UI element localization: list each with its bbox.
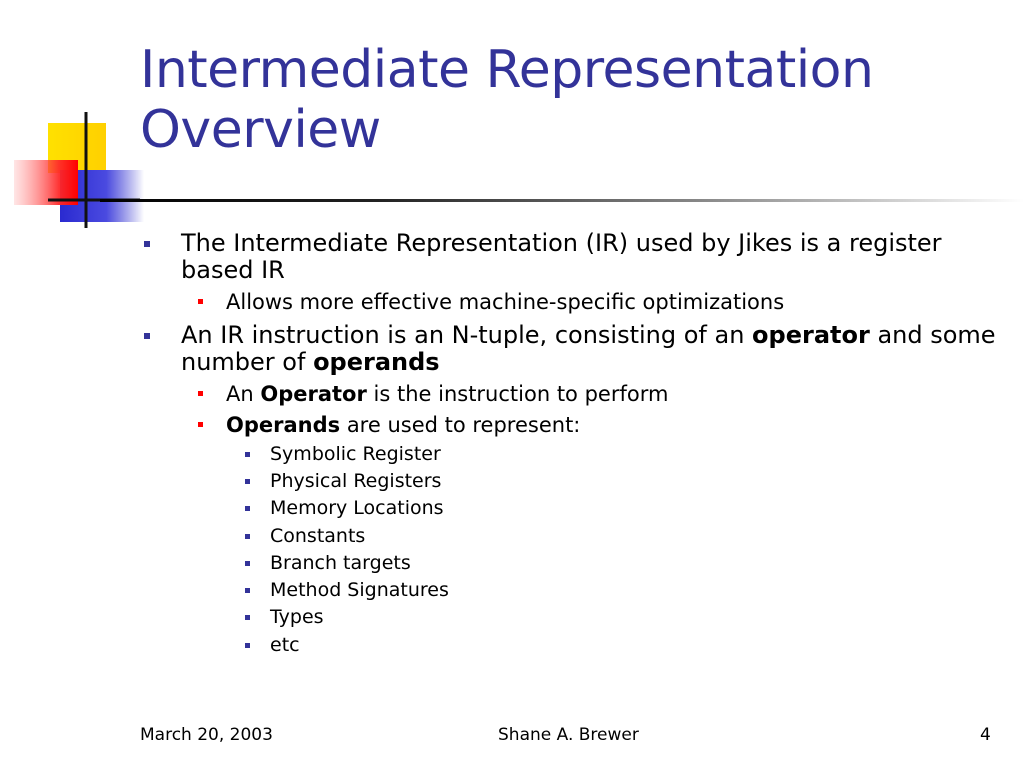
list-item xyxy=(270,524,970,548)
bold-term-operands: Operands xyxy=(226,413,341,437)
bullet-marker xyxy=(245,561,250,566)
footer-page-number: 4 xyxy=(980,725,991,745)
red-square xyxy=(14,160,78,205)
bullet-marker xyxy=(198,422,203,427)
list-item-text: etc xyxy=(270,634,300,656)
list-item xyxy=(270,442,970,466)
bullet-ir-overview xyxy=(181,230,1001,284)
sub-bullet-operands xyxy=(226,412,986,438)
bold-term-operator: Operator xyxy=(260,382,367,406)
list-item xyxy=(270,551,970,575)
bullet-text-part: An xyxy=(226,382,261,406)
list-item xyxy=(270,469,970,493)
list-item xyxy=(270,496,970,520)
sub-bullet-optimizations xyxy=(226,289,986,315)
title-divider xyxy=(100,199,1024,202)
decorative-squares-graphic xyxy=(0,0,150,240)
bullet-marker xyxy=(198,299,203,304)
bullet-marker xyxy=(245,534,250,539)
bullet-ir-instruction xyxy=(181,322,1001,376)
list-item-text: Method Signatures xyxy=(270,579,449,601)
bold-term-operands: operands xyxy=(313,348,440,376)
bold-term-operator: operator xyxy=(752,321,870,349)
sub-bullet-operator xyxy=(226,381,986,407)
footer-date: March 20, 2003 xyxy=(140,725,273,745)
bullet-marker xyxy=(245,452,250,457)
bullet-marker xyxy=(245,588,250,593)
bullet-text-part: are used to represent: xyxy=(340,413,581,437)
list-item-text: Constants xyxy=(270,525,366,547)
bullet-text-part: An IR instruction is an N-tuple, consisting of an xyxy=(181,321,753,349)
list-item-text: Branch targets xyxy=(270,552,411,574)
bullet-marker xyxy=(198,391,203,396)
bullet-marker xyxy=(144,333,150,339)
bullet-marker xyxy=(245,479,250,484)
bullet-text-part: is the instruction to perform xyxy=(366,382,669,406)
list-item-text: Memory Locations xyxy=(270,497,444,519)
bullet-text-part: and some number of xyxy=(181,321,996,376)
list-item-text: Types xyxy=(270,606,324,628)
list-item xyxy=(270,633,970,657)
list-item xyxy=(270,578,970,602)
title-line-1: Intermediate Representation xyxy=(140,40,874,100)
bullet-marker xyxy=(144,241,150,247)
bullet-marker xyxy=(245,643,250,648)
title-line-2: Overview xyxy=(140,100,381,160)
bullet-text: The Intermediate Representation (IR) used by Jikes is a register based IR xyxy=(181,229,942,284)
bullet-text: Allows more effective machine-specific optimizations xyxy=(226,290,785,314)
slide-title xyxy=(140,40,1000,160)
bullet-marker xyxy=(245,615,250,620)
list-item-text: Symbolic Register xyxy=(270,443,441,465)
list-item-text: Physical Registers xyxy=(270,470,442,492)
bullet-marker xyxy=(245,506,250,511)
list-item xyxy=(270,605,970,629)
footer-author: Shane A. Brewer xyxy=(498,725,639,745)
